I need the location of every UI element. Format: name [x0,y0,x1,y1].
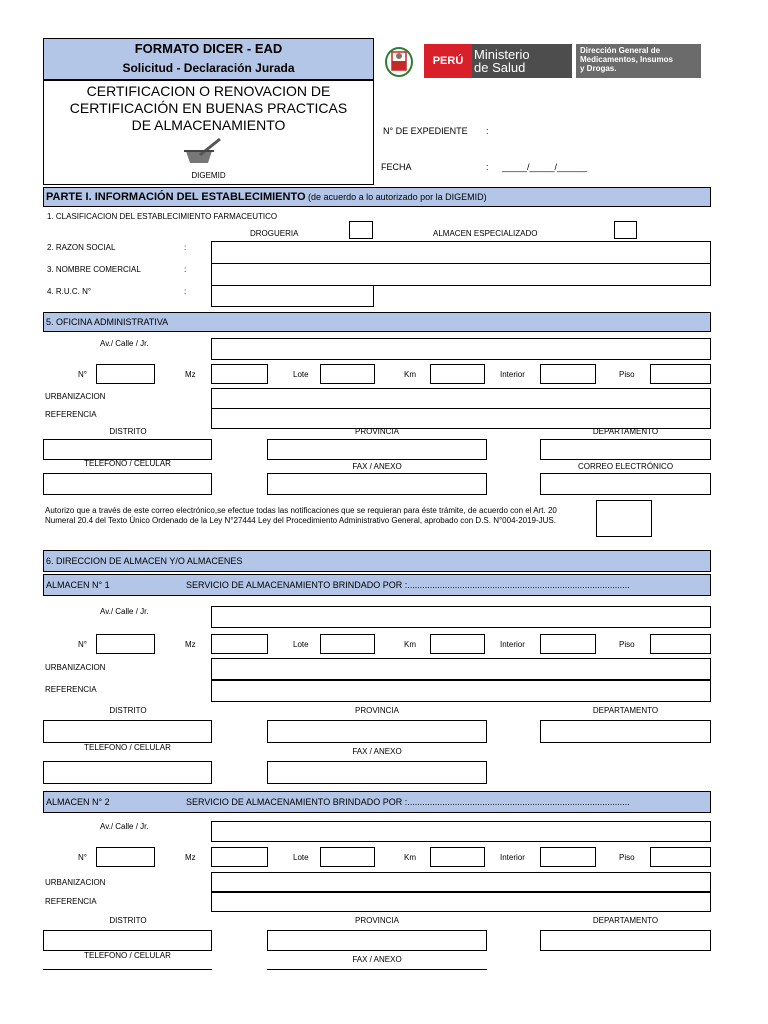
a1-mz-label: Mz [185,640,196,649]
a1-distrito-label: DISTRITO [109,706,147,715]
a1-departamento-label: DEPARTAMENTO [592,706,659,715]
of-piso-label: Piso [619,370,635,379]
a1-piso-input[interactable] [650,634,711,654]
a2-fax-label: FAX / ANEXO [352,955,402,964]
formato-title: FORMATO DICER - EAD [134,41,283,56]
parte-1-header [43,187,711,207]
autorizo-note: Autorizo que a través de este correo electrónico,se efectue todas las notificaciones que se requieran para éste trámite, de acuerdo con el Art. 20 Numeral 20.4 del Texto Único Ordenado de la Ley N°27444 Ley del Procedimiento Administrativo General, aprobado con D.S. N°004-2019-JUS. [45,506,557,525]
a1-fax-input[interactable] [267,761,487,784]
a2-mz-label: Mz [185,853,196,862]
almacen-2-title: ALMACEN N° 2 [46,797,110,807]
certification-title-box [43,80,374,185]
a1-mz-input[interactable] [211,634,268,654]
a1-n-label: N° [78,640,87,649]
a2-telefono-line[interactable] [43,969,212,970]
almacenes-header: 6. DIRECCION DE ALMACEN Y/O ALMACENES [43,550,711,572]
cert-title-line-1: CERTIFICACION O RENOVACION DE [86,83,331,99]
a1-urbanizacion-input[interactable] [211,658,711,680]
of-urbanizacion-label: URBANIZACION [45,392,106,401]
razon-social-label: 2. RAZON SOCIAL [47,243,116,252]
a1-lote-label: Lote [293,640,309,649]
a2-distrito-label: DISTRITO [109,916,147,925]
expediente-label: N° DE EXPEDIENTE [383,126,468,136]
of-correo-label: CORREO ELECTRÓNICO [577,462,674,471]
a2-interior-input[interactable] [540,847,596,867]
of-distrito-label: DISTRITO [109,427,147,436]
ruc-label: 4. R.U.C. N° [47,287,92,296]
a2-referencia-label: REFERENCIA [45,897,97,906]
of-correo-input[interactable] [540,473,711,495]
of-departamento-label: DEPARTAMENTO [592,427,659,436]
a1-telefono-input[interactable] [43,761,212,784]
a1-telefono-label: TELEFONO / CELULAR [84,743,171,752]
a2-fax-line[interactable] [267,969,487,970]
of-av-input[interactable] [211,338,711,360]
a1-provincia-input[interactable] [267,720,487,743]
of-telefono-input[interactable] [43,473,212,495]
a1-referencia-input[interactable] [211,680,711,702]
razon-social-input[interactable] [211,241,711,264]
a2-piso-label: Piso [619,853,635,862]
form-header [43,38,374,80]
of-distrito-input[interactable] [43,439,212,460]
a1-interior-label: Interior [500,640,525,649]
almacen-1-servicio: SERVICIO DE ALMACENAMIENTO BRINDADO POR :......................................................................................... [186,580,630,590]
almacen-especializado-label: ALMACEN ESPECIALIZADO [433,229,538,238]
parte-1-title: PARTE I. INFORMACIÓN DEL ESTABLECIMIENTO [46,191,306,203]
a1-departamento-input[interactable] [540,720,711,743]
ministerio-line-1: Ministerio [474,47,530,62]
of-interior-input[interactable] [540,364,596,384]
ministerio-logo [472,44,572,78]
nombre-comercial-colon: : [184,265,187,274]
a1-referencia-label: REFERENCIA [45,685,97,694]
of-departamento-input[interactable] [540,439,711,460]
of-telefono-label: TELEFONO / CELULAR [84,459,171,468]
fecha-colon: : [486,162,489,172]
solicitud-title: Solicitud - Declaración Jurada [122,61,295,75]
of-n-label: N° [78,370,87,379]
a2-mz-input[interactable] [211,847,268,867]
mortar-pestle-icon [180,137,224,167]
almacen-2-servicio: SERVICIO DE ALMACENAMIENTO BRINDADO POR :......................................................................................... [186,797,630,807]
of-km-input[interactable] [430,364,485,384]
nombre-comercial-input[interactable] [211,263,711,286]
fecha-field[interactable]: _____/_____/______ [502,162,588,172]
of-mz-input[interactable] [211,364,268,384]
a1-interior-input[interactable] [540,634,596,654]
peru-logo: PERÚ [424,44,472,78]
a2-urbanizacion-label: URBANIZACION [45,878,106,887]
of-provincia-input[interactable] [267,439,487,460]
direccion-logo [576,44,701,78]
of-av-label: Av./ Calle / Jr. [100,339,149,348]
of-piso-input[interactable] [650,364,711,384]
a1-av-input[interactable] [211,606,711,628]
parte-1-subtitle: (de acuerdo a lo autorizado por la DIGEMID) [308,192,487,202]
oficina-header: 5. OFICINA ADMINISTRATIVA [43,312,711,332]
cert-title-line-3: DE ALMACENAMIENTO [131,117,286,133]
of-fax-input[interactable] [267,473,487,495]
of-interior-label: Interior [500,370,525,379]
peru-coat-of-arms-icon [381,42,417,80]
of-referencia-input[interactable] [211,408,711,429]
a2-km-input[interactable] [430,847,485,867]
nombre-comercial-label: 3. NOMBRE COMERCIAL [47,265,141,274]
a1-distrito-input[interactable] [43,720,212,743]
of-lote-input[interactable] [320,364,375,384]
of-urbanizacion-input[interactable] [211,388,711,409]
a2-piso-input[interactable] [650,847,711,867]
fecha-label: FECHA [381,162,412,172]
autorizo-checkbox[interactable] [596,500,652,537]
a2-referencia-input[interactable] [211,892,711,912]
a2-n-label: N° [78,853,87,862]
a2-distrito-input[interactable] [43,930,212,951]
a1-lote-input[interactable] [320,634,375,654]
ruc-input[interactable] [211,285,374,307]
almacen-2-header [43,791,711,813]
of-provincia-label: PROVINCIA [354,427,399,436]
digemid-label: DIGEMID [191,171,226,180]
a2-lote-input[interactable] [320,847,375,867]
drogueria-checkbox[interactable] [349,221,373,239]
cert-title-line-2: CERTIFICACIÓN EN BUENAS PRACTICAS [69,100,348,116]
ministerio-line-2: de Salud [474,60,526,75]
of-km-label: Km [404,370,416,379]
a1-fax-label: FAX / ANEXO [352,747,402,756]
a1-av-label: Av./ Calle / Jr. [100,607,149,616]
direccion-line-3: y Drogas. [580,64,617,73]
a2-departamento-input[interactable] [540,930,711,951]
direccion-line-2: Medicamentos, Insumos [580,55,673,64]
of-n-input[interactable] [96,364,155,384]
of-referencia-label: REFERENCIA [45,410,97,419]
a2-provincia-input[interactable] [267,930,487,951]
a2-departamento-label: DEPARTAMENTO [592,916,659,925]
a2-n-input[interactable] [96,847,155,867]
a2-provincia-label: PROVINCIA [354,916,399,925]
a1-km-input[interactable] [430,634,485,654]
clasificacion-label: 1. CLASIFICACION DEL ESTABLECIMIENTO FARMACEUTICO [47,212,278,221]
a2-lote-label: Lote [293,853,309,862]
of-mz-label: Mz [185,370,196,379]
almacen-1-header [43,574,711,596]
a2-interior-label: Interior [500,853,525,862]
a2-av-label: Av./ Calle / Jr. [100,822,149,831]
razon-social-colon: : [184,243,187,252]
a2-telefono-label: TELEFONO / CELULAR [84,951,171,960]
a2-av-input[interactable] [211,821,711,842]
of-lote-label: Lote [293,370,309,379]
almacen-especializado-checkbox[interactable] [614,221,637,239]
drogueria-label: DROGUERIA [250,229,299,238]
ruc-colon: : [184,287,187,296]
direccion-line-1: Dirección General de [580,46,661,55]
expediente-colon: : [486,126,489,136]
a2-urbanizacion-input[interactable] [211,872,711,892]
a1-provincia-label: PROVINCIA [354,706,399,715]
of-fax-label: FAX / ANEXO [352,462,402,471]
a1-piso-label: Piso [619,640,635,649]
a2-km-label: Km [404,853,416,862]
a1-n-input[interactable] [96,634,155,654]
almacen-1-title: ALMACEN N° 1 [46,580,110,590]
a1-km-label: Km [404,640,416,649]
a1-urbanizacion-label: URBANIZACION [45,663,106,672]
